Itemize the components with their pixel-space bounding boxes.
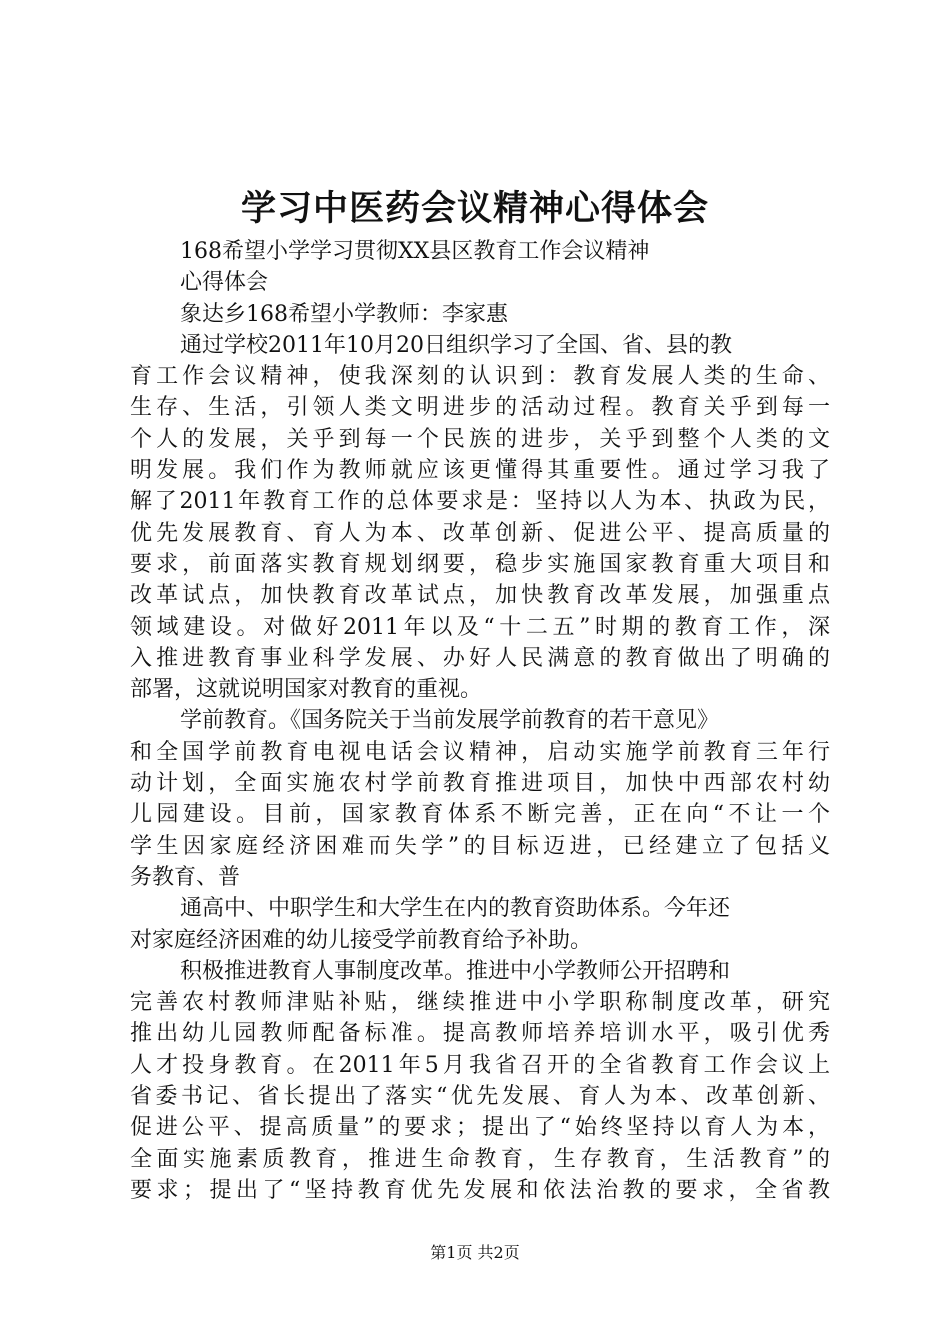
paragraph-line: 儿园建设。目前，国家教育体系不断完善，正在向“不让一个 — [130, 802, 830, 828]
paragraph-line: 解了2011年教育工作的总体要求是：坚持以人为本、执政为民， — [130, 489, 830, 515]
paragraph-line: 改革试点，加快教育改革试点，加快教育改革发展，加强重点 — [130, 583, 830, 609]
paragraph-line: 全面实施素质教育，推进生命教育，生存教育，生活教育”的 — [130, 1146, 830, 1172]
paragraph-line: 个人的发展，关乎到每一个民族的进步，关乎到整个人类的文 — [130, 426, 830, 452]
paragraph-line: 学前教育。《国务院关于当前发展学前教育的若干意见》 — [180, 708, 720, 734]
paragraph-line: 要求；提出了“坚持教育优先发展和依法治教的要求，全省教 — [130, 1177, 830, 1203]
document-title: 学习中医药会议精神心得体会 — [240, 188, 709, 229]
paragraph-line: 优先发展教育、育人为本、改革创新、促进公平、提高质量的 — [130, 520, 830, 546]
paragraph-line: 和全国学前教育电视电话会议精神，启动实施学前教育三年行 — [130, 739, 830, 765]
page-number-footer: 第1页 共2页 — [430, 1243, 520, 1262]
paragraph-line: 省委书记、省长提出了落实“优先发展、育人为本、改革创新、 — [130, 1084, 830, 1110]
paragraph-line: 动计划，全面实施农村学前教育推进项目，加快中西部农村幼 — [130, 771, 830, 797]
paragraph-line: 入推进教育事业科学发展、办好人民满意的教育做出了明确的 — [130, 645, 830, 671]
paragraph-line: 部署，这就说明国家对教育的重视。 — [130, 677, 483, 703]
document-body — [130, 236, 830, 1206]
author-line: 象达乡168希望小学教师：李家惠 — [180, 301, 508, 327]
paragraph-line: 通高中、中职学生和大学生在内的教育资助体系。今年还 — [180, 896, 731, 922]
paragraph-line: 通过学校2011年10月20日组织学习了全国、省、县的教 — [180, 332, 732, 358]
paragraph-line: 人才投身教育。在2011年5月我省召开的全省教育工作会议上 — [130, 1052, 830, 1078]
paragraph-line: 要求，前面落实教育规划纲要，稳步实施国家教育重大项目和 — [130, 551, 830, 577]
paragraph-line: 育工作会议精神，使我深刻的认识到：教育发展人类的生命、 — [130, 364, 830, 390]
paragraph-line: 务教育、普 — [130, 864, 241, 890]
paragraph-line: 对家庭经济困难的幼儿接受学前教育给予补助。 — [130, 927, 593, 953]
paragraph-line: 促进公平、提高质量”的要求；提出了“始终坚持以育人为本， — [130, 1115, 830, 1141]
subtitle-line-1: 168希望小学学习贯彻XX县区教育工作会议精神 — [180, 239, 650, 264]
paragraph-line: 积极推进教育人事制度改革。推进中小学教师公开招聘和 — [180, 958, 731, 984]
subtitle-line-2: 心得体会 — [180, 270, 269, 296]
paragraph-line: 生存、生活，引领人类文明进步的活动过程。教育关乎到每一 — [130, 395, 830, 421]
paragraph-line: 学生因家庭经济困难而失学”的目标迈进，已经建立了包括义 — [130, 833, 830, 859]
paragraph-line: 明发展。我们作为教师就应该更懂得其重要性。通过学习我了 — [130, 458, 830, 484]
paragraph-line: 领域建设。对做好2011年以及“十二五”时期的教育工作，深 — [130, 614, 830, 640]
paragraph-line: 推出幼儿园教师配备标准。提高教师培养培训水平，吸引优秀 — [130, 1021, 830, 1047]
paragraph-line: 完善农村教师津贴补贴，继续推进中小学职称制度改革，研究 — [130, 990, 830, 1016]
